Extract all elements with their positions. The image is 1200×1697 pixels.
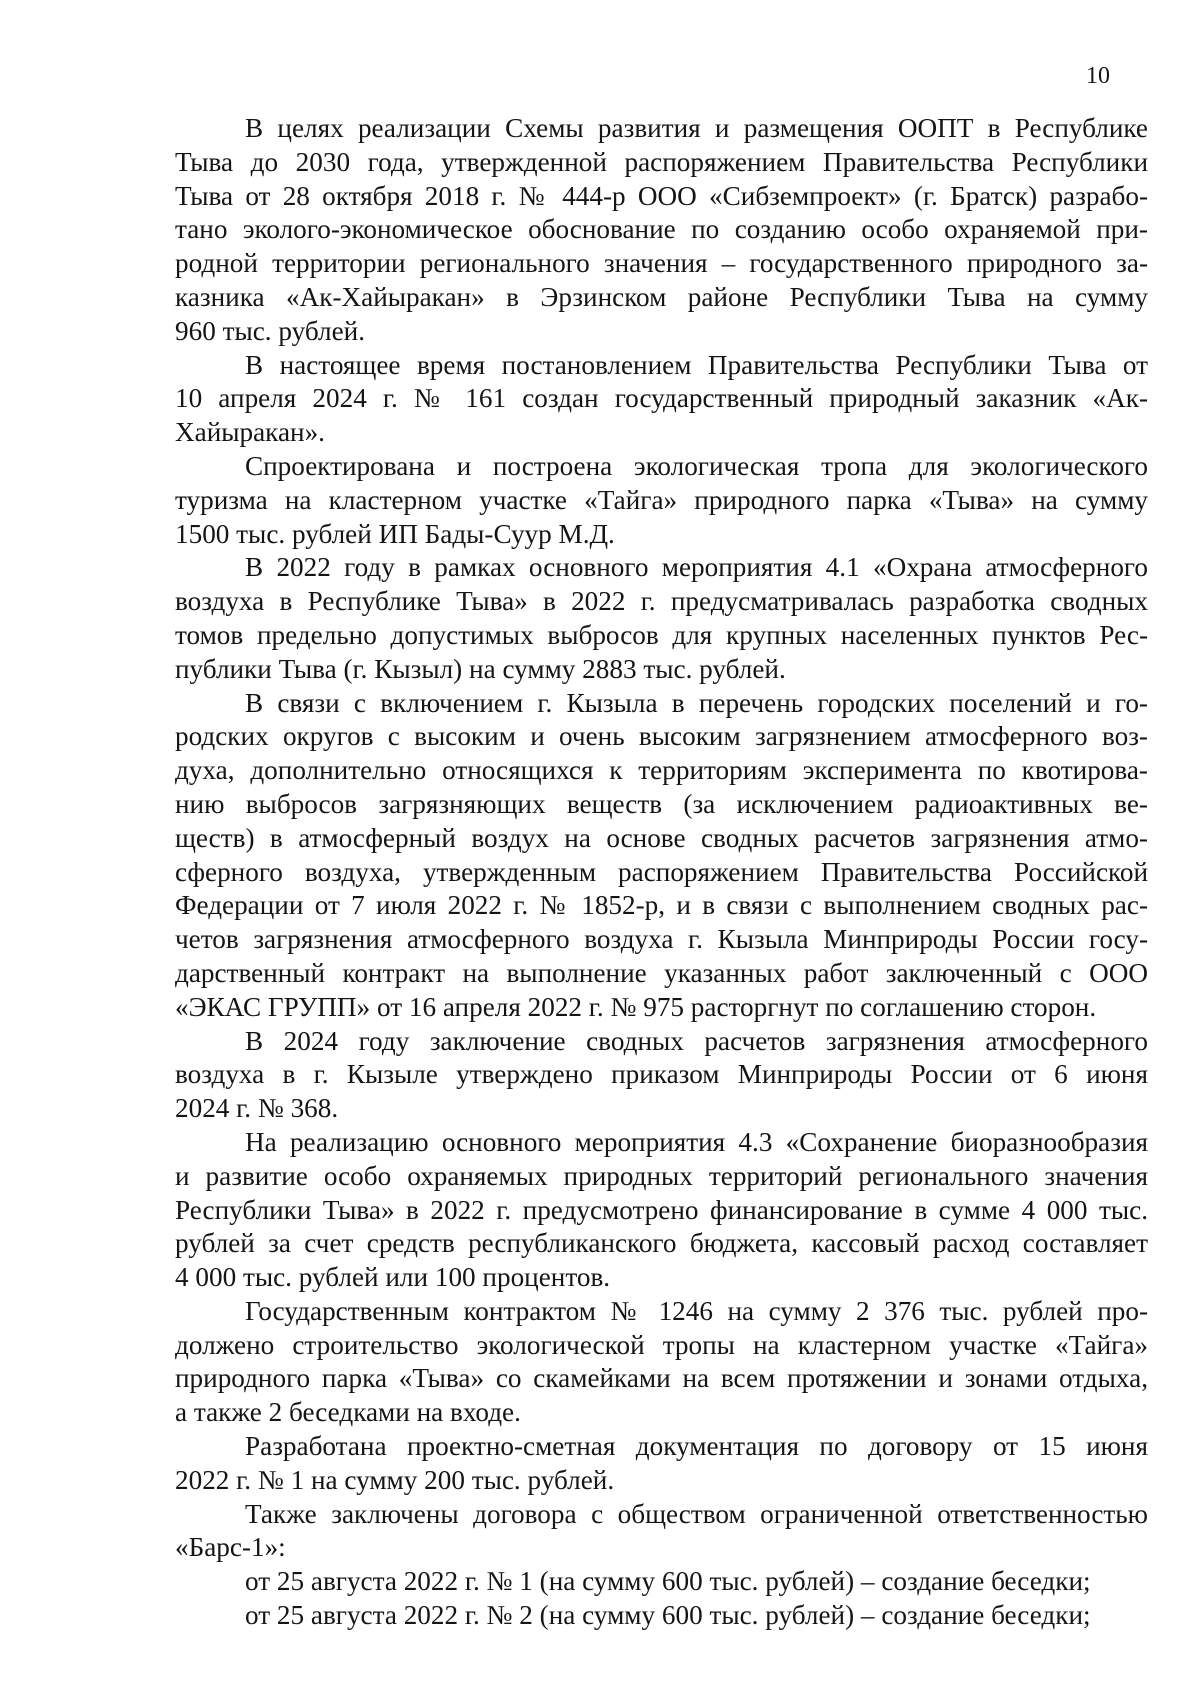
paragraph-biodiversity-funding — [175, 1126, 1148, 1295]
text-line: природного парка «Тыва» со скамейками на всем протяжении и зонами отдыха, — [175, 1363, 1148, 1394]
text-line: В связи с включением г. Кызыла в перечень городских поселений и го- — [245, 687, 1148, 718]
text-line: На реализацию основного мероприятия 4.3 «Сохранение биоразнообразия — [245, 1126, 1148, 1157]
paragraph-contract-2 — [175, 1599, 1148, 1633]
text-line: четов загрязнения атмосферного воздуха г. Кызыла Минприроды России госу- — [175, 924, 1148, 955]
text-line: туризма на кластерном участке «Тайга» природного парка «Тыва» на сумму — [175, 484, 1148, 515]
text-line: 4 000 тыс. рублей или 100 процентов. — [175, 1262, 611, 1293]
text-line: Разработана проектно-сметная документация по договору от 15 июня — [245, 1431, 1148, 1462]
text-line: Государственным контрактом № 1246 на сумму 2 376 тыс. рублей про- — [245, 1295, 1148, 1326]
text-line: Тыва от 28 октября 2018 г. № 444-р ООО «Сибземпроект» (г. Братск) разрабо- — [175, 180, 1148, 211]
text-line: томов предельно допустимых выбросов для крупных населенных пунктов Рес- — [175, 619, 1148, 650]
text-line: родских округов с высоким и очень высоким загрязнением атмосферного воз- — [175, 721, 1148, 752]
text-line: родной территории регионального значения – государственного природного за- — [175, 248, 1148, 279]
text-line: Также заключены договора с обществом ограниченной ответственностью — [245, 1498, 1148, 1529]
text-line: духа, дополнительно относящихся к территориям эксперимента по квотирова- — [175, 755, 1148, 786]
text-line: В целях реализации Схемы развития и размещения ООПТ в Республике — [245, 113, 1148, 143]
document-body — [175, 112, 1148, 1633]
paragraph-bars-contracts — [175, 1498, 1148, 1566]
text-line: 10 апреля 2024 г. № 161 создан государственный природный заказник «Ак- — [175, 383, 1148, 414]
text-line: сферного воздуха, утвержденным распоряжением Правительства Российской — [175, 856, 1148, 887]
text-line: рублей за счет средств республиканского бюджета, кассовый расход составляет — [175, 1228, 1148, 1259]
text-line: «ЭКАС ГРУПП» от 16 апреля 2022 г. № 975 расторгнут по соглашению сторон. — [175, 991, 1097, 1022]
text-line: Спроектирована и построена экологическая тропа для экологического — [245, 450, 1148, 481]
text-line: В 2022 году в рамках основного мероприятия 4.1 «Охрана атмосферного — [245, 552, 1148, 583]
paragraph-kyzyl-pollution — [175, 687, 1148, 1025]
paragraph-air-protection — [175, 551, 1148, 686]
text-line: 1500 тыс. рублей ИП Бады-Суур М.Д. — [175, 518, 615, 549]
text-line: Республики Тыва» в 2022 г. предусмотрено финансирование в сумме 4 000 тыс. — [175, 1194, 1148, 1225]
text-line: от 25 августа 2022 г. № 1 (на сумму 600 тыс. рублей) – создание беседки; — [245, 1566, 1091, 1597]
text-line: тано эколого-экономическое обоснование по созданию особо охраняемой при- — [175, 214, 1148, 245]
paragraph-eco-trail — [175, 450, 1148, 551]
text-line: воздуха в г. Кызыле утверждено приказом Минприроды России от 6 июня — [175, 1059, 1148, 1090]
text-line: Хайыракан». — [175, 417, 325, 448]
text-line: казника «Ак-Хайыракан» в Эрзинском районе Республики Тыва на сумму — [175, 281, 1148, 312]
text-line: «Барс-1»: — [175, 1532, 286, 1563]
text-line: дарственный контракт на выполнение указанных работ заключенный с ООО — [175, 957, 1148, 988]
paragraph-oopt-scheme — [175, 112, 1148, 349]
text-line: Тыва до 2030 года, утвержденной распоряжением Правительства Республики — [175, 146, 1148, 177]
text-line: воздуха в Республике Тыва» в 2022 г. предусматривалась разработка сводных — [175, 586, 1148, 617]
text-line: должено строительство экологической тропы на кластерном участке «Тайга» — [175, 1329, 1148, 1360]
text-line: публики Тыва (г. Кызыл) на сумму 2883 тыс. рублей. — [175, 653, 786, 684]
paragraph-2024-conclusion — [175, 1025, 1148, 1126]
text-line: нию выбросов загрязняющих веществ (за исключением радиоактивных ве- — [175, 788, 1148, 819]
text-line: Федерации от 7 июля 2022 г. № 1852-р, и в связи с выполнением сводных рас- — [175, 890, 1148, 921]
paragraph-design-docs — [175, 1430, 1148, 1498]
text-line: В настоящее время постановлением Правительства Республики Тыва от — [245, 349, 1148, 380]
page-number: 10 — [1086, 63, 1110, 89]
paragraph-reserve-created — [175, 349, 1148, 450]
paragraph-contract-1 — [175, 1565, 1148, 1599]
paragraph-state-contract — [175, 1295, 1148, 1430]
text-line: а также 2 беседками на входе. — [175, 1397, 521, 1428]
text-line: 2024 г. № 368. — [175, 1093, 339, 1124]
text-line: В 2024 году заключение сводных расчетов загрязнения атмосферного — [245, 1025, 1148, 1056]
text-line: ществ) в атмосферный воздух на основе сводных расчетов загрязнения атмо- — [175, 822, 1148, 853]
text-line: от 25 августа 2022 г. № 2 (на сумму 600 тыс. рублей) – создание беседки; — [245, 1600, 1091, 1631]
text-line: 960 тыс. рублей. — [175, 315, 365, 346]
text-line: и развитие особо охраняемых природных территорий регионального значения — [175, 1160, 1148, 1191]
text-line: 2022 г. № 1 на сумму 200 тыс. рублей. — [175, 1464, 615, 1495]
